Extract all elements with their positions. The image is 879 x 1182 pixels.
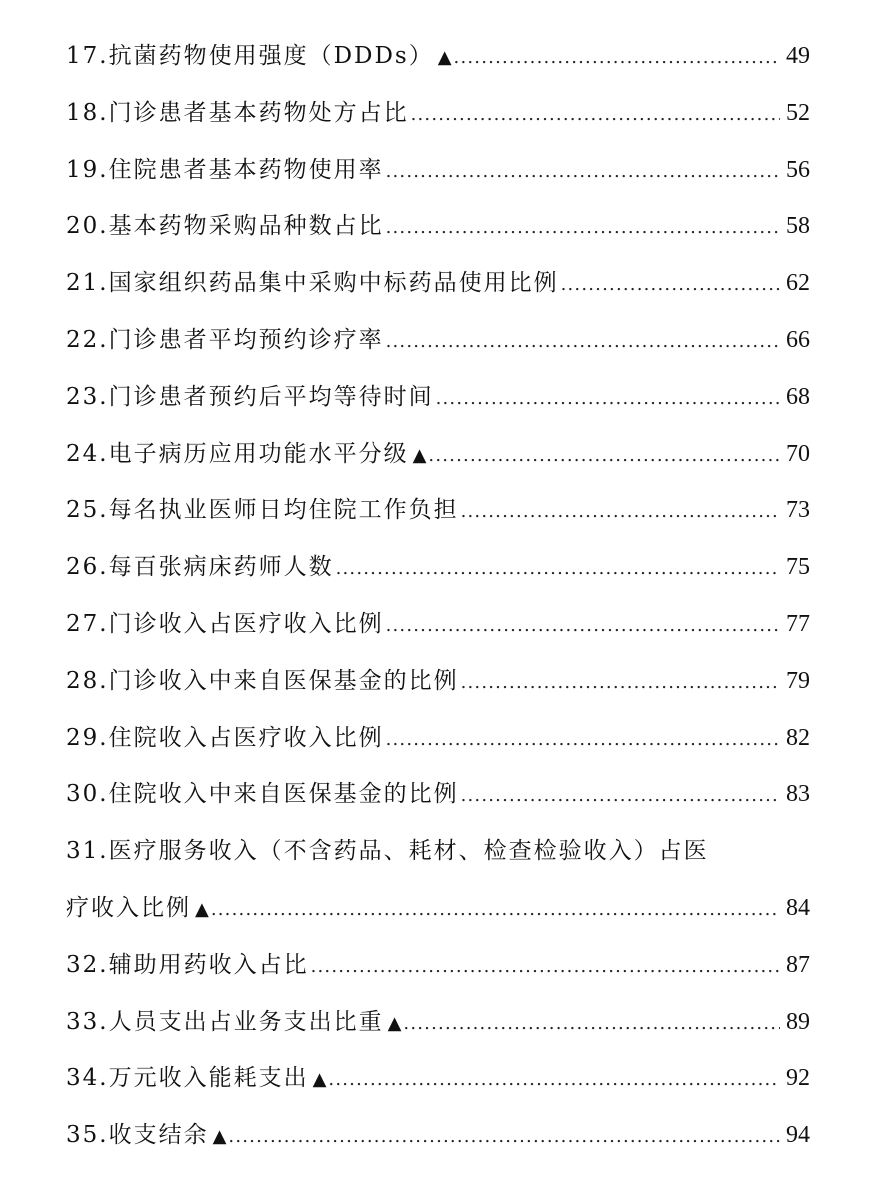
key-indicator-triangle-icon: ▲ [212, 1126, 227, 1148]
toc-entry-35[interactable] [66, 1107, 810, 1164]
toc-page-number: 52 [786, 99, 810, 126]
toc-entry-23[interactable] [66, 369, 810, 426]
toc-entry-title-continued: 疗收入比例 [66, 894, 191, 921]
toc-page-number: 62 [786, 270, 810, 297]
toc-entry-title: 35.收支结余 [66, 1122, 209, 1149]
toc-leader-dots [386, 144, 780, 201]
toc-page-number: 89 [786, 1008, 810, 1035]
key-indicator-triangle-icon: ▲ [312, 1069, 327, 1091]
toc-entry-title: 24.电子病历应用功能水平分级 [66, 440, 409, 467]
toc-entry-29[interactable] [66, 710, 810, 767]
toc-entry-31-line2[interactable] [66, 880, 810, 937]
toc-page-number: 83 [786, 781, 810, 808]
toc-entry-18[interactable] [66, 85, 810, 142]
toc-entry-title: 33.人员支出占业务支出比重 [66, 1008, 384, 1035]
toc-entry-title: 18.门诊患者基本药物处方占比 [66, 99, 409, 126]
toc-entry-31-line1[interactable] [66, 823, 810, 880]
toc-page-number: 77 [786, 610, 810, 637]
toc-page-number: 58 [786, 213, 810, 240]
toc-page-number: 87 [786, 951, 810, 978]
toc-leader-dots [386, 314, 780, 371]
toc-entry-22[interactable] [66, 312, 810, 369]
key-indicator-triangle-icon: ▲ [387, 1012, 402, 1034]
toc-leader-dots [311, 939, 780, 996]
toc-leader-dots [386, 598, 780, 655]
toc-entry-33[interactable] [66, 994, 810, 1051]
toc-entry-30[interactable] [66, 766, 810, 823]
toc-entry-title: 31.医疗服务收入（不含药品、耗材、检查检验收入）占医 [66, 838, 709, 865]
toc-page-number: 66 [786, 326, 810, 353]
toc-entry-21[interactable] [66, 255, 810, 312]
toc-entry-title: 20.基本药物采购品种数占比 [66, 213, 384, 240]
toc-leader-dots [561, 257, 780, 314]
toc-entry-title: 28.门诊收入中来自医保基金的比例 [66, 667, 459, 694]
table-of-contents [66, 28, 810, 1164]
toc-entry-19[interactable] [66, 142, 810, 199]
toc-entry-title: 23.门诊患者预约后平均等待时间 [66, 383, 434, 410]
toc-entry-title: 19.住院患者基本药物使用率 [66, 156, 384, 183]
toc-entry-title: 30.住院收入中来自医保基金的比例 [66, 781, 459, 808]
toc-leader-dots [328, 1052, 780, 1109]
toc-page-number: 94 [786, 1122, 810, 1149]
toc-leader-dots [436, 371, 780, 428]
toc-entry-title: 25.每名执业医师日均住院工作负担 [66, 497, 459, 524]
toc-leader-dots [403, 996, 780, 1053]
toc-entry-title: 22.门诊患者平均预约诊疗率 [66, 326, 384, 353]
toc-page-number: 84 [786, 894, 810, 921]
toc-entry-26[interactable] [66, 539, 810, 596]
toc-entry-20[interactable] [66, 198, 810, 255]
toc-leader-dots [211, 882, 780, 939]
toc-entry-title: 26.每百张病床药师人数 [66, 554, 334, 581]
toc-entry-25[interactable] [66, 482, 810, 539]
toc-entry-24[interactable] [66, 426, 810, 483]
toc-page-number: 56 [786, 156, 810, 183]
toc-entry-title: 29.住院收入占医疗收入比例 [66, 724, 384, 751]
toc-leader-dots [461, 484, 780, 541]
key-indicator-triangle-icon: ▲ [412, 444, 427, 466]
toc-page-number: 82 [786, 724, 810, 751]
toc-entry-title: 27.门诊收入占医疗收入比例 [66, 610, 384, 637]
toc-page-number: 68 [786, 383, 810, 410]
toc-entry-title: 21.国家组织药品集中采购中标药品使用比例 [66, 270, 559, 297]
toc-entry-27[interactable] [66, 596, 810, 653]
toc-leader-dots [411, 87, 780, 144]
toc-page-number: 92 [786, 1065, 810, 1092]
toc-page-number: 75 [786, 554, 810, 581]
toc-entry-title: 32.辅助用药收入占比 [66, 951, 309, 978]
toc-leader-dots [386, 200, 780, 257]
toc-leader-dots [461, 768, 780, 825]
toc-leader-dots [336, 541, 780, 598]
toc-leader-dots [228, 1109, 780, 1166]
toc-entry-title: 17.抗菌药物使用强度（DDDs） [66, 43, 434, 69]
toc-leader-dots [454, 30, 780, 87]
toc-page-number: 49 [786, 43, 810, 69]
toc-page-number: 73 [786, 497, 810, 524]
toc-leader-dots [461, 655, 780, 712]
toc-leader-dots [386, 712, 780, 769]
toc-entry-32[interactable] [66, 937, 810, 994]
toc-entry-17[interactable] [66, 28, 810, 85]
toc-entry-28[interactable] [66, 653, 810, 710]
toc-leader-dots [428, 428, 780, 485]
key-indicator-triangle-icon: ▲ [195, 898, 209, 920]
toc-page-number: 70 [786, 440, 810, 467]
toc-entry-34[interactable] [66, 1050, 810, 1107]
toc-page-number: 79 [786, 667, 810, 694]
toc-entry-title: 34.万元收入能耗支出 [66, 1065, 309, 1092]
key-indicator-triangle-icon: ▲ [437, 47, 452, 68]
